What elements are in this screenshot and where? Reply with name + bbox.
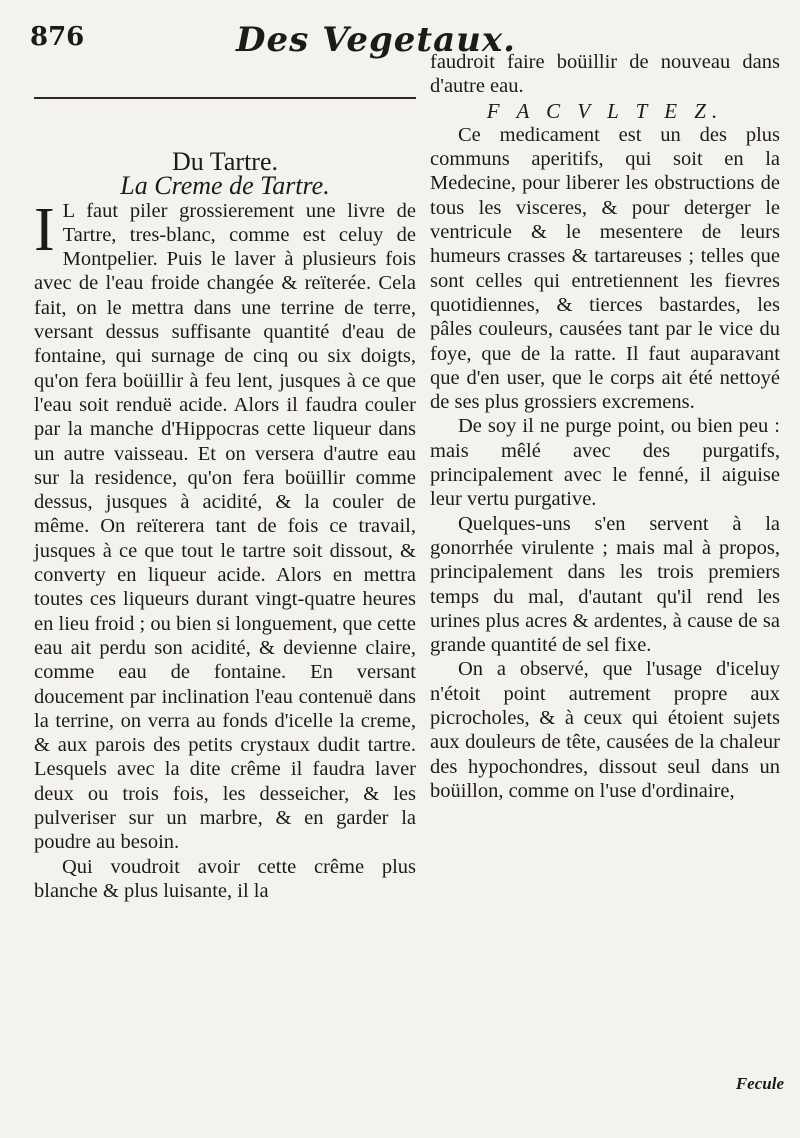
right-column <box>430 50 780 803</box>
paragraph-main <box>34 195 416 855</box>
header-rule <box>34 97 416 99</box>
paragraph-gonorrhee: Quelques-uns s'en servent à la gonorrhée virulente ; mais mal à propos, principalement dans les trois premiers temps du mal, d'autant qu'il rend les urines plus acres & ardentes, à cause de sa grande quantité de sel fixe. <box>430 512 780 657</box>
page-number: 876 <box>30 22 85 52</box>
drop-cap: I <box>34 195 55 264</box>
paragraph-medicament: Ce medicament est un des plus communs aperitifs, qui soit en la Medecine, pour liberer les obstructions de tous les visceres, & pour deterger le ventricule & le mesentere de leurs humeurs crasses & tartareuses ; telles que sont celles qui entretiennent les fievres quotidiennes, & tierces bastardes, les pâles couleurs, causées tant par le vice du foye, que de la ratte. Il faut auparavant que d'en user, que le corps ait été nettoyé de ses plus grossiers excremens. <box>430 123 780 414</box>
paragraph-observe: On a observé, que l'usage d'iceluy n'étoit point autrement propre aux picrocholes, & à ceux qui étoient sujets aux douleurs de tête, causées de la chaleur des hypochondres, dissout seul dans un boüillon, comme on l'use d'ordinaire, <box>430 658 780 802</box>
section-title: Du Tartre. <box>172 147 278 176</box>
running-head: Des Vegetaux. <box>236 20 516 60</box>
subtitle: La Creme de Tartre. <box>120 171 330 201</box>
paragraph-purge: De soy il ne purge point, ou bien peu : mais mêlé avec des purgatifs, principalement avec le fenné, il aiguise leur vertu purgative. <box>430 415 780 511</box>
left-column <box>34 147 416 903</box>
facultez-heading: F A C V L T E Z. <box>486 98 724 123</box>
catchword: Fecule <box>735 1074 784 1093</box>
paragraph-creme: Qui voudroit avoir cette crême plus blanche & plus luisante, il la <box>34 855 416 902</box>
continuation-text: faudroit faire boüillir de nouveau dans d'autre eau. <box>430 51 780 98</box>
paragraph-main-text: L faut piler grossierement une livre de Tartre, tres-blanc, comme est celuy de Montpelier. Puis le laver à plusieurs fois avec de l'eau froide changée & reïterée. Cela fait, on le mettra dans une terrine de terre, versant dessus suffisante quantité d'eau de fontaine, qui surnage de cinq ou six doigts, qu'on fera boüillir à feu lent, jusques à ce que l'eau soit renduë acide. Alors il faudra couler par la manche d'Hippocras cette liqueur dans un autre vaisseau. Et on versera d'autre eau sur la residence, qu'on fera boüillir comme dessus, jusques à acidité, & la couler de même. On reïterera tant de fois ce travail, jusques à ce que tout le tartre soit dissout, & converty en liqueur acide. Alors en mettra toutes ces liqueurs durant vingt-quatre heures en lieu froid ; ou bien si longuement, que cette eau ait perdu son acidité, & devienne claire, comme eau de fontaine. En versant doucement par inclination l'eau contenuë dans la terrine, on verra au fonds d'icelle la creme, & aux parois des petits crystaux dudit tartre. Lesquels avec la dite crême il faudra laver deux ou trois fois, les desseicher, & les pulveriser sur un marbre, & en garder la poudre au besoin. <box>34 199 416 854</box>
